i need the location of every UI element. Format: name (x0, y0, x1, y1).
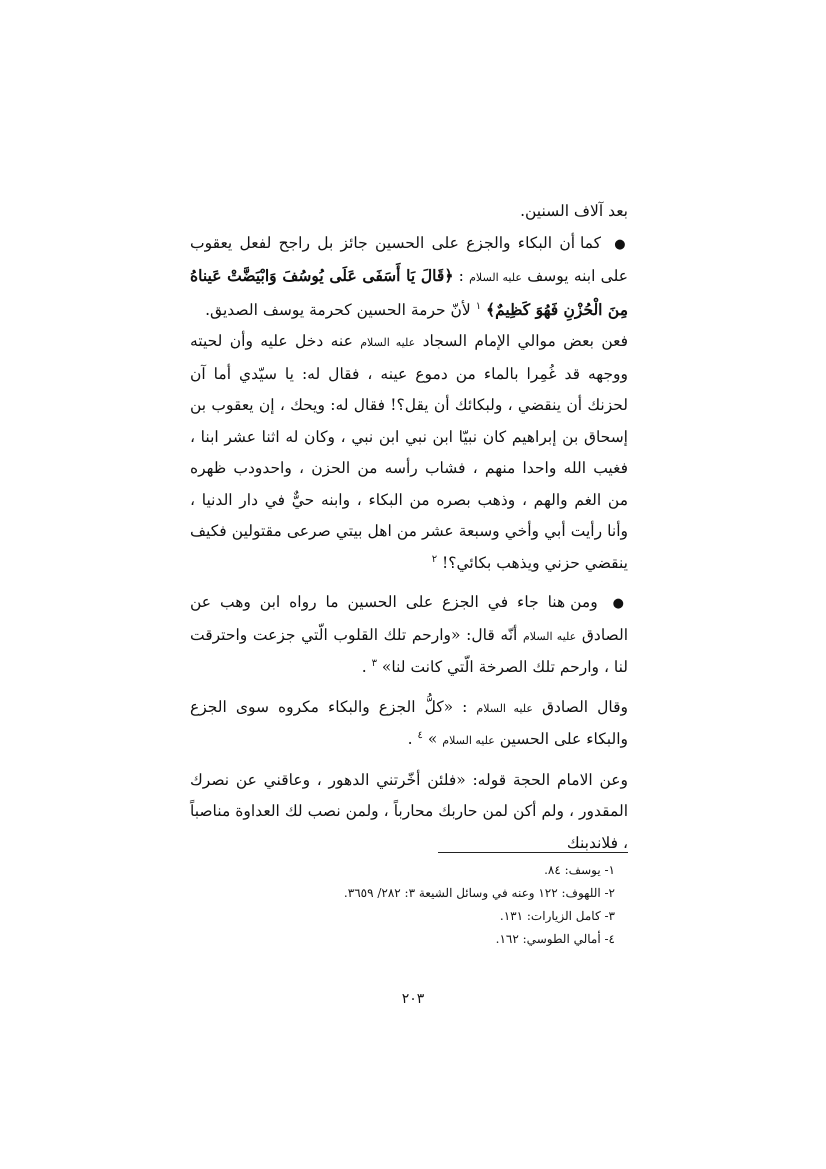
paragraph-2 (190, 228, 628, 327)
paragraph-4-text-a: ومن هنا جاء في الجزع على الحسين ما رواه ابن وهب عن الصادق (190, 593, 629, 644)
honorific-ligature: عليه السلام (469, 271, 522, 284)
footnotes (300, 859, 615, 951)
footnote-ref: ١ (475, 300, 482, 312)
paragraph-5 (190, 692, 628, 757)
paragraph-5-text-b: : «كلُّ الجزع والبكاء مكروه سوى الجزع والبكاء على الحسين (190, 697, 628, 748)
footnote-divider (438, 852, 628, 853)
quran-verse: ﴿قَالَ يَا أَسَفَى عَلَى يُوسُفَ وَابْيَضَّتْ عَيناهُ مِنَ الْحُزْنِ فَهُوَ كَظِيمٌ﴾ (190, 266, 628, 319)
paragraph-5-end: . (407, 730, 413, 748)
paragraph-4-end: . (361, 658, 367, 676)
paragraph-2-text-a: كما أن البكاء والجزع على الحسين جائز بل راجح لفعل يعقوب على ابنه يوسف (190, 233, 628, 285)
paragraph-3-text-b: عنه دخل عليه وأن لحيته ووجهه قد غُمِرا بالماء من دموع عينه ، فقال له: يا سيّدي أما آن لحزنك أن ينقضي ، ولبكائك أن يقل؟! فقال له: ويحك ، إن يعقوب بن إسحاق بن إبراهيم كان نبيّا ابن نبي ابن نبي ، وكان له اثنا عشر ابنا ، فغيب الله واحدا منهم ، فشاب رأسه من الحزن ، واحدودب ظهره من الغم والهم ، وذهب بصره من البكاء ، وابنه حيٌّ في دار الدنيا ، وأنا رأيت أبي وأخي وسبعة عشر من اهل بيتي صرعى مقتولين فكيف ينقضي حزني ويذهب بكائي؟! (190, 332, 628, 572)
footnote-ref: ٣ (371, 657, 377, 669)
paragraph-4 (190, 587, 628, 684)
footnote-3: ٣- كامل الزيارات: ١٣١. (499, 909, 615, 923)
paragraph-6-text: وعن الامام الحجة قوله: «فلئن أخّرتني الدهور ، وعاقني عن نصرك المقدور ، ولم أكن لمن حاربك محارباً ، ولمن نصب لك العداوة مناصباً ، فلاندبنك (190, 770, 628, 852)
paragraph-5-text-c: » (427, 730, 438, 748)
footnote-ref: ٤ (417, 729, 423, 741)
paragraph-5-text-a: وقال الصادق (541, 697, 628, 716)
paragraph-1-text: بعد آلاف السنين. (520, 202, 628, 220)
honorific-ligature: عليه السلام (360, 336, 416, 349)
footnote-1: ١- يوسف: ٨٤. (544, 863, 615, 877)
honorific-ligature: عليه السلام (522, 629, 577, 643)
honorific-ligature: عليه السلام (442, 734, 495, 747)
footnote-ref: ٢ (431, 553, 438, 565)
paragraph-2-text-c: لأنّ حرمة الحسين كحرمة يوسف الصديق. (205, 300, 471, 319)
paragraph-4-text-b: أنّه قال: «وارحم تلك القلوب الّتي جزعت واحترقت لنا ، وارحم تلك الصرخة الّتي كانت لنا» (190, 625, 628, 676)
footnote-2: ٢- اللهوف: ١٢٢ وعنه في وسائل الشيعة ٣: ٢٨٢/ ٣٦٥٩. (343, 886, 615, 900)
paragraph-6 (190, 765, 628, 860)
paragraph-1 (190, 196, 628, 228)
main-text (190, 196, 628, 859)
bullet-icon: ● (612, 596, 628, 611)
bullet-icon: ● (614, 236, 628, 252)
footnote-4: ٤- أمالي الطوسي: ١٦٢. (495, 932, 615, 946)
paragraph-3-text-a: فعن بعض موالي الإمام السجاد (422, 332, 628, 350)
page-number: ٢٠٣ (401, 991, 425, 1007)
paragraph-3 (190, 326, 628, 579)
paragraph-2-text-b: : (453, 267, 464, 285)
honorific-ligature: عليه السلام (476, 701, 533, 715)
